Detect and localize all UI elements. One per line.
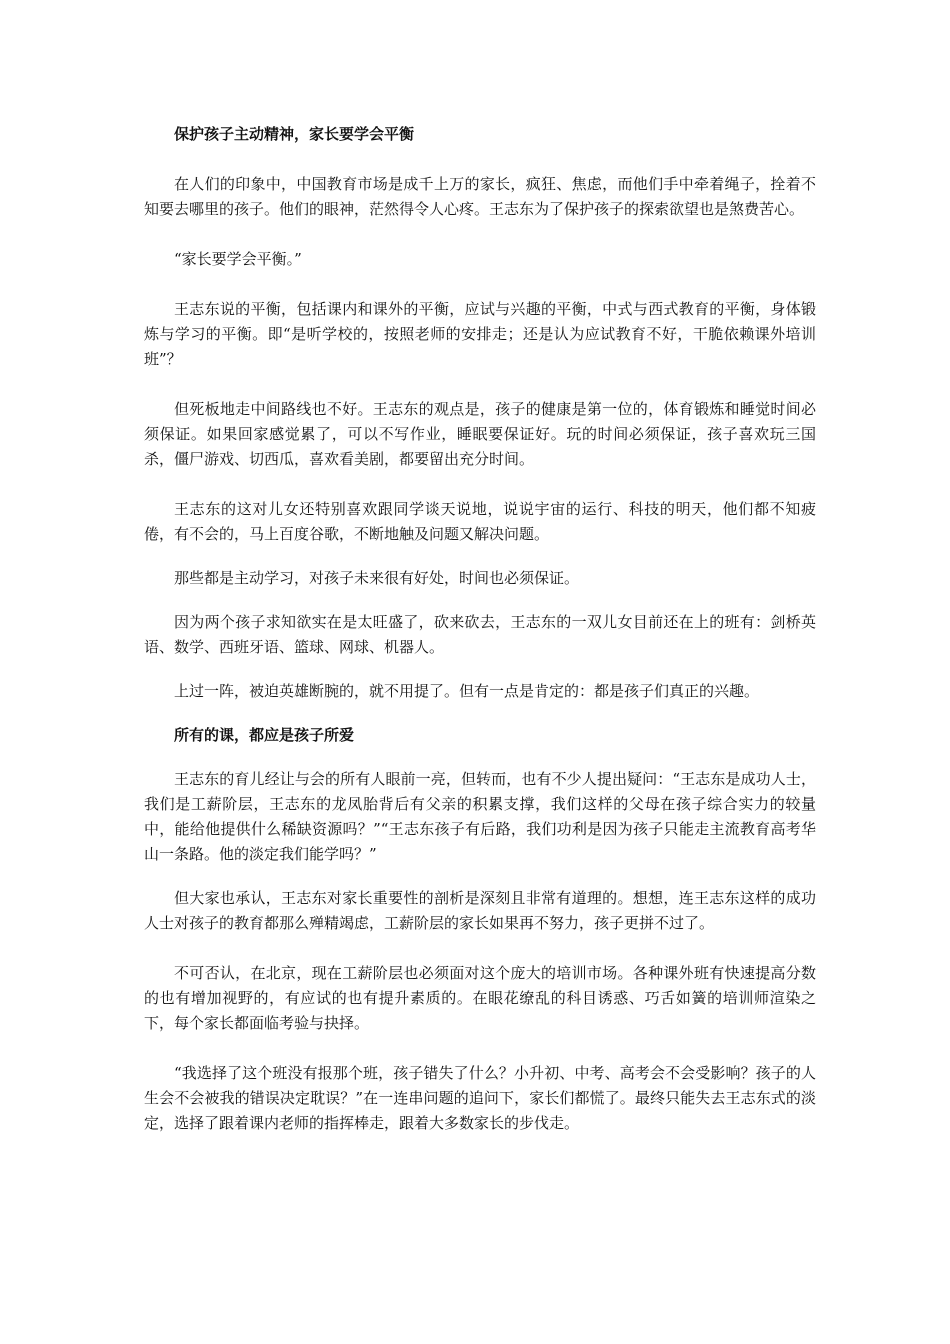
document-body: [144, 122, 816, 1161]
paragraph: 但死板地走中间路线也不好。王志东的观点是，孩子的健康是第一位的，体育锻炼和睡觉时间必须保证。如果回家感觉累了，可以不写作业，睡眠要保证好。玩的时间必须保证，孩子喜欢玩三国杀，僵尸游戏、切西瓜，喜欢看美剧，都要留出充分时间。: [144, 400, 816, 468]
paragraph: 那些都是主动学习，对孩子未来很有好处，时间也必须保证。: [174, 569, 580, 587]
paragraph: 但大家也承认，王志东对家长重要性的剖析是深刻且非常有道理的。想想，连王志东这样的成功人士对孩子的教育都那么殚精竭虑，工薪阶层的家长如果再不努力，孩子更拼不过了。: [144, 889, 816, 932]
section-heading-2: 所有的课，都应是孩子所爱: [174, 726, 355, 744]
section-heading-1: 保护孩子主动精神，家长要学会平衡: [174, 125, 415, 143]
paragraph: 王志东说的平衡，包括课内和课外的平衡，应试与兴趣的平衡，中式与西式教育的平衡，身体锻炼与学习的平衡。即“是听学校的，按照老师的安排走；还是认为应试教育不好，干脆依赖课外培训班”？: [144, 300, 816, 368]
paragraph: 王志东的育儿经让与会的所有人眼前一亮，但转而，也有不少人提出疑问：“王志东是成功人士，我们是工薪阶层，王志东的龙凤胎背后有父亲的积累支撑，我们这样的父母在孩子综合实力的较量中，能给他提供什么稀缺资源吗？”“王志东孩子有后路，我们功利是因为孩子只能走主流教育高考华山一条路。他的淡定我们能学吗？”: [144, 770, 816, 863]
paragraph: “家长要学会平衡。”: [174, 250, 302, 268]
paragraph: 不可否认，在北京，现在工薪阶层也必须面对这个庞大的培训市场。各种课外班有快速提高分数的也有增加视野的，有应试的也有提升素质的。在眼花缭乱的科目诱惑、巧舌如簧的培训师渲染之下，每个家长都面临考验与抉择。: [144, 964, 816, 1032]
paragraph: 因为两个孩子求知欲实在是太旺盛了，砍来砍去，王志东的一双儿女目前还在上的班有：剑桥英语、数学、西班牙语、篮球、网球、机器人。: [144, 613, 816, 656]
paragraph: 上过一阵，被迫英雄断腕的，就不用提了。但有一点是肯定的：都是孩子们真正的兴趣。: [174, 682, 760, 700]
paragraph: 在人们的印象中，中国教育市场是成千上万的家长，疯狂、焦虑，而他们手中牵着绳子，拴着不知要去哪里的孩子。他们的眼神，茫然得令人心疼。王志东为了保护孩子的探索欲望也是煞费苦心。: [144, 175, 816, 218]
paragraph: 王志东的这对儿女还特别喜欢跟同学谈天说地，说说宇宙的运行、科技的明天，他们都不知疲倦，有不会的，马上百度谷歌，不断地触及问题又解决问题。: [144, 500, 816, 543]
paragraph: “我选择了这个班没有报那个班，孩子错失了什么？小升初、中考、高考会不会受影响？孩子的人生会不会被我的错误决定耽误？”在一连串问题的追问下，家长们都慌了。最终只能失去王志东式的淡定，选择了跟着课内老师的指挥棒走，跟着大多数家长的步伐走。: [144, 1064, 816, 1132]
